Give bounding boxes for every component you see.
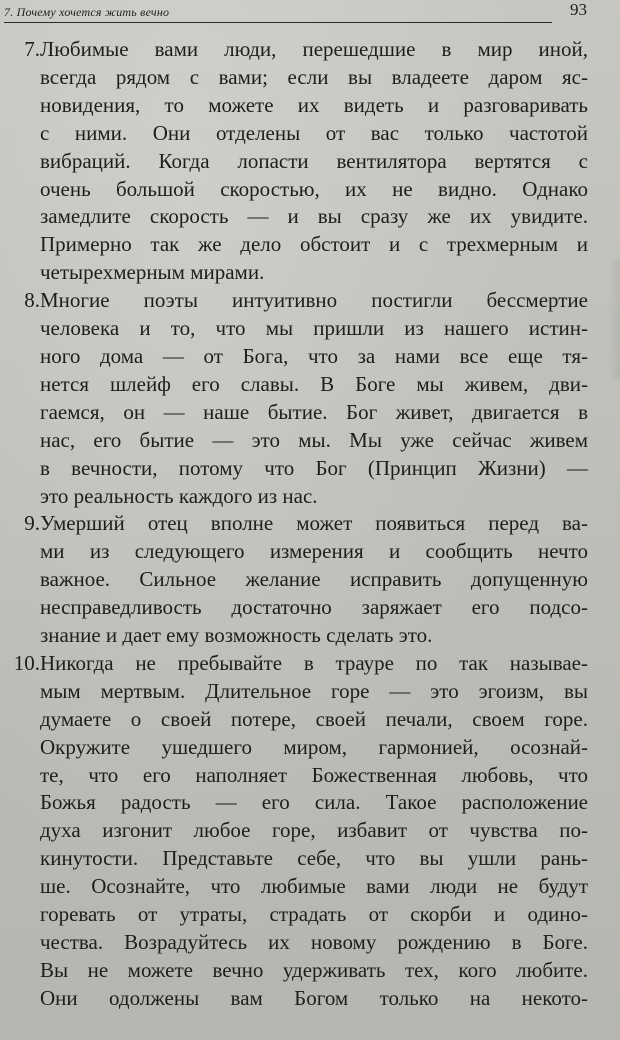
text-line: это реальность каждого из нас. xyxy=(40,483,318,508)
text-line: нас, его бытие — это мы. Мы уже сейчас живем xyxy=(40,427,588,452)
item-text xyxy=(40,36,588,287)
running-title: 7. Почему хочется жить вечно xyxy=(4,5,170,19)
text-line: духа изгонит любое горе, избавит от чувства по- xyxy=(40,818,588,843)
text-line: четырехмерным мирами. xyxy=(40,260,265,285)
text-line: кинутости. Представьте себе, что вы ушли рань- xyxy=(40,846,588,871)
item-number: 8. xyxy=(24,288,40,313)
text-line: ми из следующего измерения и сообщить нечто xyxy=(40,539,588,564)
text-line: Вы не можете вечно удерживать тех, кого любите. xyxy=(40,957,588,982)
text-line: нется шлейф его славы. В Боге мы живем, дви- xyxy=(40,371,588,396)
text-line: думаете о своей потере, своей печали, своем горе. xyxy=(40,706,588,731)
text-line: мым мертвым. Длительное горе — это эгоизм, вы xyxy=(40,678,588,703)
text-line: Многие поэты интуитивно постигли бессмертие xyxy=(40,288,588,313)
list-item-10 xyxy=(0,650,620,1013)
text-line: знание и дает ему возможность сделать это. xyxy=(40,623,433,648)
list-item-7 xyxy=(0,36,620,287)
item-number: 9. xyxy=(24,511,40,536)
text-line: новидения, то можете их видеть и разговаривать xyxy=(40,92,588,117)
text-line: горевать от утраты, страдать от скорби и одино- xyxy=(40,902,588,927)
text-line: Любимые вами люди, перешедшие в мир иной, xyxy=(40,37,588,61)
item-text xyxy=(40,287,588,510)
text-line: Божья радость — его сила. Такое расположение xyxy=(40,790,588,815)
list-item-9 xyxy=(0,510,620,650)
text-line: ного дома — от Бога, что за нами все еще тя- xyxy=(40,343,588,368)
text-line: в вечности, потому что Бог (Принцип Жизни) — xyxy=(40,455,588,480)
text-line: Они одолжены вам Богом только на некото- xyxy=(40,985,588,1010)
item-text xyxy=(40,650,588,1013)
text-line: Никогда не пребывайте в трауре по так называе- xyxy=(40,650,588,675)
item-number: 10. xyxy=(13,650,40,675)
text-line: Примерно так же дело обстоит и с трехмерным и xyxy=(40,232,588,257)
text-line: несправедливость достаточно заряжает его подсо- xyxy=(40,595,588,620)
page-number: 93 xyxy=(570,0,587,19)
text-line: с ними. Они отделены от вас только частотой xyxy=(40,120,588,145)
text-line: замедлите скорость — и вы сразу же их увидите. xyxy=(40,204,588,229)
text-line: всегда рядом с вами; если вы владеете даром яс- xyxy=(40,64,588,89)
list-item-8 xyxy=(0,287,620,510)
text-line: чества. Возрадуйтесь их новому рождению в Боге. xyxy=(40,930,588,954)
running-head xyxy=(4,4,552,23)
text-line: человека и то, что мы пришли из нашего истин- xyxy=(40,316,588,341)
text-line: вибраций. Когда лопасти вентилятора вертятся с xyxy=(40,148,588,173)
text-line: ше. Осознайте, что любимые вами люди не будут xyxy=(40,874,588,899)
text-line: очень большой скоростью, их не видно. Однако xyxy=(40,176,588,201)
text-line: те, что его наполняет Божественная любовь, что xyxy=(40,762,588,787)
item-number: 7. xyxy=(24,37,40,61)
item-text xyxy=(40,510,588,650)
text-line: гаемся, он — наше бытие. Бог живет, двигается в xyxy=(40,399,588,424)
text-line: Окружите ушедшего миром, гармонией, осознай- xyxy=(40,734,588,759)
text-line: Умерший отец вполне может появиться перед ва- xyxy=(40,511,588,536)
page-shadow xyxy=(608,260,620,380)
text-line: важное. Сильное желание исправить допущенную xyxy=(40,567,588,592)
numbered-list xyxy=(0,36,620,1013)
